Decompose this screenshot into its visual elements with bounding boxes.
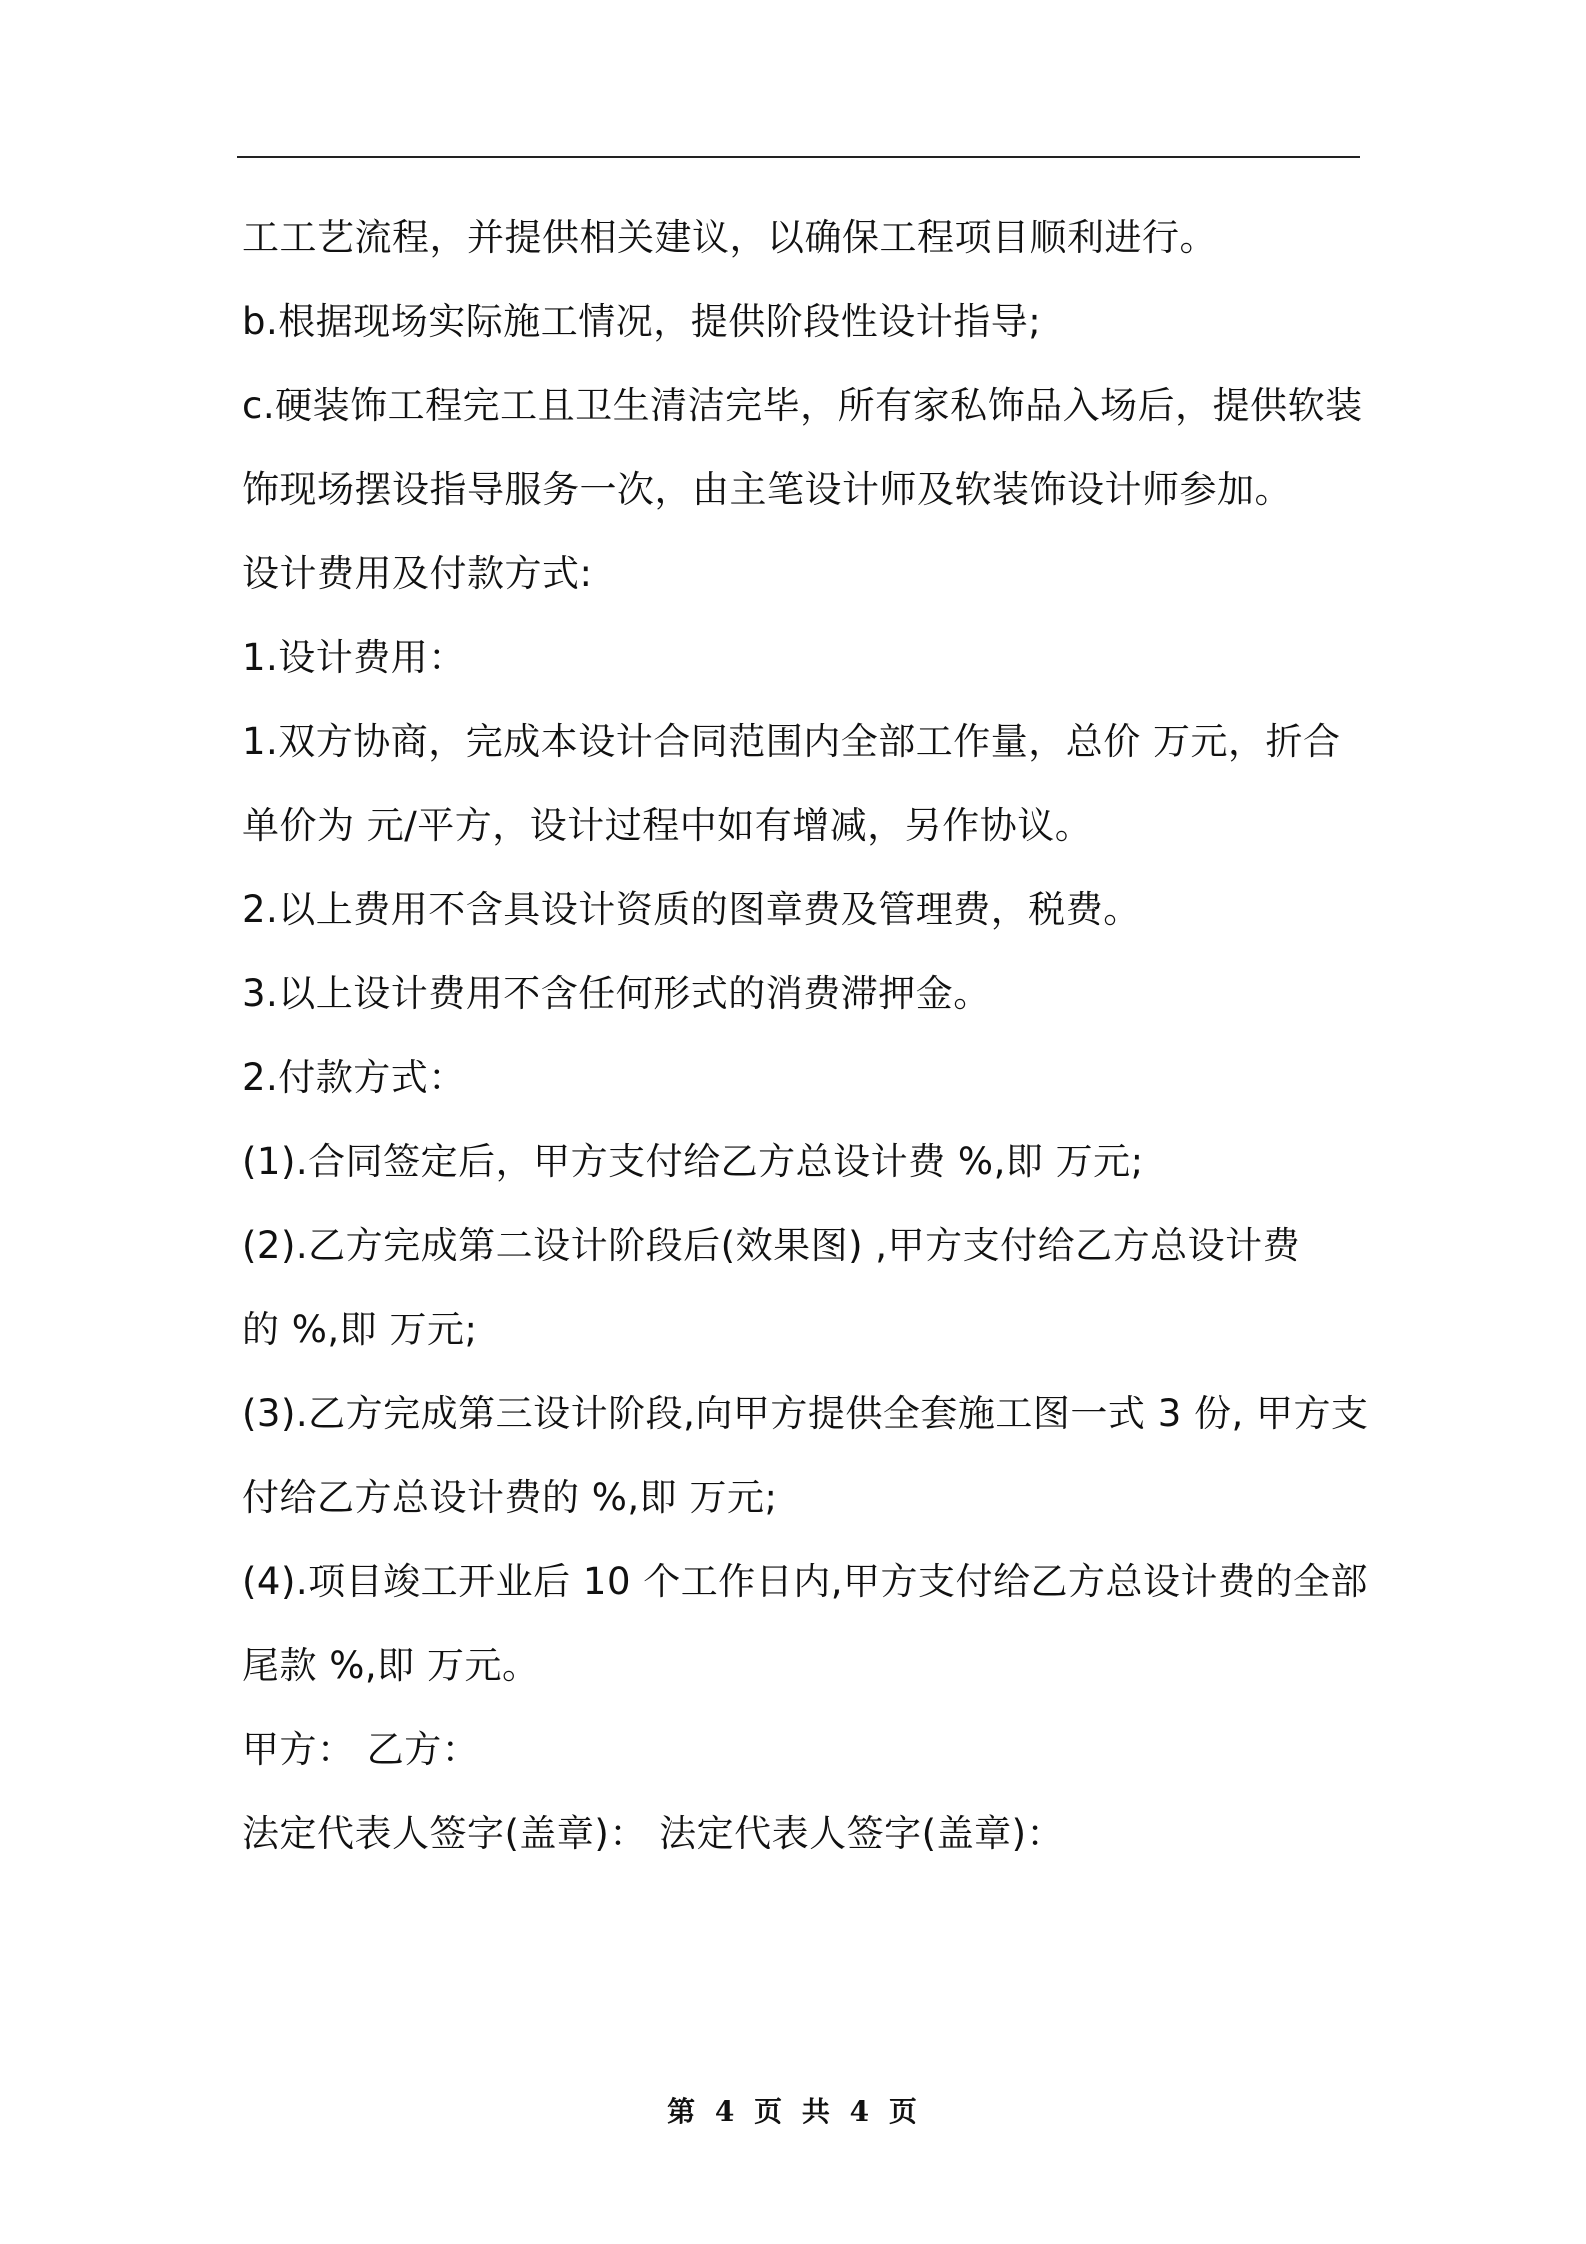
page-number: 第 4 页 共 4 页 (667, 2095, 919, 2128)
text-line: 1.双方协商，完成本设计合同范围内全部工作量，总价 万元，折合 (242, 720, 1341, 763)
text-line: 付给乙方总设计费的 %,即 万元; (242, 1476, 778, 1519)
text-line: c.硬装饰工程完工且卫生清洁完毕，所有家私饰品入场后，提供软装 (242, 384, 1363, 427)
text-line: (2).乙方完成第二设计阶段后(效果图) ,甲方支付给乙方总设计费 (242, 1224, 1301, 1267)
subsection-heading: 1.设计费用： (242, 636, 466, 679)
text-line: 饰现场摆设指导服务一次，由主笔设计师及软装饰设计师参加。 (242, 468, 1292, 511)
text-line: 工工艺流程，并提供相关建议，以确保工程项目顺利进行。 (242, 216, 1217, 259)
text-line: b.根据现场实际施工情况，提供阶段性设计指导; (242, 300, 1042, 343)
section-heading: 设计费用及付款方式: (242, 552, 593, 595)
text-line: 2.以上费用不含具设计资质的图章费及管理费，税费。 (242, 888, 1141, 931)
header-divider (237, 156, 1360, 158)
party-labels: 甲方： 乙方： (242, 1728, 480, 1771)
text-line: (4).项目竣工开业后 10 个工作日内,甲方支付给乙方总设计费的全部 (242, 1560, 1369, 1603)
text-line: 的 %,即 万元; (242, 1308, 478, 1351)
text-line: 3.以上设计费用不含任何形式的消费滞押金。 (242, 972, 991, 1015)
subsection-heading: 2.付款方式： (242, 1056, 466, 1099)
text-line: (1).合同签定后，甲方支付给乙方总设计费 %,即 万元; (242, 1140, 1144, 1183)
text-line: 尾款 %,即 万元。 (242, 1644, 540, 1687)
signature-labels: 法定代表人签字(盖章)： 法定代表人签字(盖章)： (242, 1812, 1065, 1855)
text-line: 单价为 元/平方，设计过程中如有增减，另作协议。 (242, 804, 1093, 847)
text-line: (3).乙方完成第三设计阶段,向甲方提供全套施工图一式 3 份, 甲方支 (242, 1392, 1369, 1435)
document-body (242, 196, 1369, 1876)
